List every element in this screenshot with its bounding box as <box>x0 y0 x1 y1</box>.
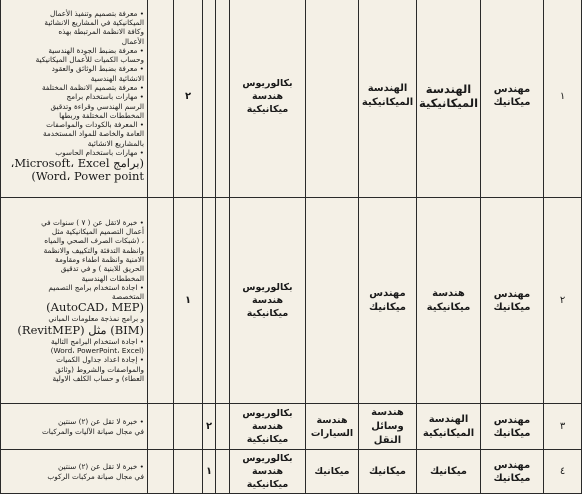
experience-line: • معرفة بضبط الجودة الهندسية <box>48 45 144 55</box>
experience-line: وانظمة التدفئة والتكييف والانظمة <box>43 245 144 255</box>
experience-line: ، (شبكات الصرف الصحي والمياه <box>44 236 144 246</box>
empty-cell <box>148 198 174 404</box>
experience-cell <box>1 198 148 404</box>
empty-cell <box>174 450 203 494</box>
secondary-specialization: ميكانيك <box>306 450 359 494</box>
empty-cell <box>174 404 203 450</box>
experience-line: الميكانيكية في المشاريع الانشائية <box>44 17 144 27</box>
experience-line: و برامج نمذجة معلومات المباني <box>48 314 144 324</box>
experience-line: المخططات الهندسية <box>81 273 144 283</box>
experience-line: • معرفة بتصميم الانظمة المختلفة <box>41 83 144 92</box>
secondary-specialization: هندسة السيارات <box>306 404 359 450</box>
empty-cell <box>216 198 230 404</box>
empty-cell <box>203 0 216 198</box>
specialization: هندسة ميكانيكية <box>417 198 481 404</box>
experience-line: بالمشاريع الانشائية <box>87 138 144 148</box>
experience-line: أعمال التصميم الميكانيكية مثل <box>51 227 144 237</box>
table-row <box>1 450 582 494</box>
table-row <box>1 0 582 198</box>
experience-line: وحساب الكميات للأعمال الميكانيكية <box>35 55 144 65</box>
empty-cell <box>306 0 359 198</box>
job-title: مهندس ميكانيك <box>481 450 544 494</box>
experience-line: • خبرة لاتقل عن ( ٧ ) سنوات في <box>41 217 144 227</box>
experience-line: • اجادة استخدام البرامج التالية <box>51 336 144 346</box>
years-cell: ٢ <box>174 0 203 198</box>
empty-cell <box>148 450 174 494</box>
specialization: الهندسة الميكانيكية <box>417 0 481 198</box>
specialization: ميكانيك <box>417 450 481 494</box>
experience-line: الامنية وانظمة اطفاء ومقاومة <box>55 254 144 264</box>
experience-line: المتخصصة <box>112 292 144 302</box>
experience-line: وكافة الانظمة المرتبطة بهذه <box>58 27 144 37</box>
years-cell: ١ <box>203 450 216 494</box>
experience-line: (BIM) مثل (RevitMEP) <box>17 322 144 337</box>
experience-line: الأعمال <box>121 36 144 46</box>
job-title: مهندس ميكانيك <box>481 198 544 404</box>
experience-cell <box>1 404 148 450</box>
experience-line: Word، Power point) <box>31 169 144 184</box>
experience-line: الرسم الهندسي وقراءة وتدقيق <box>50 101 144 111</box>
experience-line: الانشائية الهندسية <box>90 73 144 83</box>
empty-cell <box>148 404 174 450</box>
experience-line: الحريق للابنية ) و في تدقيق <box>60 264 144 274</box>
row-number: ٤ <box>544 450 582 494</box>
sub-specialization: الهندسة الميكانيكية <box>359 0 417 198</box>
row-number: ١ <box>544 0 582 198</box>
experience-line: • معرفة بضبط الوثائق والعقود <box>51 64 144 74</box>
years-cell: ١ <box>174 198 203 404</box>
experience-line: في مجال صيانة مركبات الركوب <box>47 471 144 481</box>
experience-line: • خبرة لا تقل عن (٢) سنتين <box>57 417 144 427</box>
experience-line: (AutoCAD، MEP) <box>46 300 144 315</box>
experience-cell <box>1 450 148 494</box>
experience-line: والمواصفات والشروط (وثائق <box>55 364 144 374</box>
experience-line: • مهارات باستخدام الحاسوب <box>55 148 144 158</box>
experience-line: المخططات المختلفة وربطها <box>59 110 144 120</box>
degree: بكالوريوس هندسة ميكانيكية <box>230 198 306 404</box>
table-row <box>1 404 582 450</box>
empty-cell <box>148 0 174 198</box>
specialization: الهندسة الميكانيكية <box>417 404 481 450</box>
experience-line: • مهارات باستخدام برامج <box>66 92 144 102</box>
row-number: ٣ <box>544 404 582 450</box>
degree: بكالوريوس هندسة ميكانيكية <box>230 0 306 198</box>
empty-cell <box>216 404 230 450</box>
experience-line: • اجادة استخدام برامج التصميم <box>48 282 144 292</box>
sub-specialization: هندسة وسائل النقل <box>359 404 417 450</box>
years-cell: ٢ <box>203 404 216 450</box>
experience-line: (Word، PowerPoint، Excel) <box>50 346 144 356</box>
empty-cell <box>216 450 230 494</box>
empty-cell <box>216 0 230 198</box>
degree: بكالوريوس هندسة ميكانيكية <box>230 450 306 494</box>
experience-line: • إجادة اعداد جداول الكميات <box>56 355 144 365</box>
job-title: مهندس ميكانيك <box>481 404 544 450</box>
experience-line: في مجال صيانة الآليات والمركبات <box>41 426 144 436</box>
experience-line: • خبرة لا تقل عن (٢) سنتين <box>57 462 144 472</box>
job-title: مهندس ميكانيك <box>481 0 544 198</box>
experience-line: • معرفة بتصميم وتنفيذ الأعمال <box>49 8 144 18</box>
sub-specialization: ميكانيك <box>359 450 417 494</box>
empty-cell <box>203 198 216 404</box>
experience-line: (برامج Microsoft، Excel، <box>10 156 144 171</box>
degree: بكالوريوس هندسة ميكانيكية <box>230 404 306 450</box>
table-row <box>1 198 582 404</box>
experience-line: العامة والخاصة للمواد المستخدمة <box>42 129 144 139</box>
empty-cell <box>306 198 359 404</box>
experience-line: العطاء) و حساب الكلف الاولية <box>52 373 144 383</box>
experience-line: • المعرفة بالكودات والمواصفات <box>46 120 144 130</box>
row-number: ٢ <box>544 198 582 404</box>
sub-specialization: مهندس ميكانيك <box>359 198 417 404</box>
experience-cell <box>1 0 148 198</box>
